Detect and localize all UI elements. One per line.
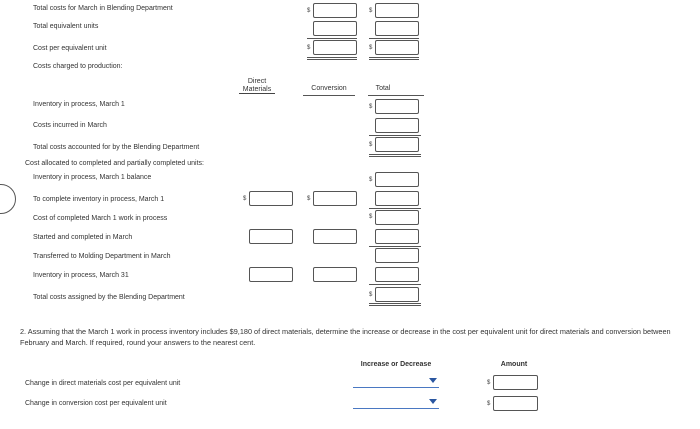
dollar-sign: $ <box>369 45 373 51</box>
dollar-sign: $ <box>307 45 311 51</box>
col-header-increase-decrease: Increase or Decrease <box>360 361 432 368</box>
label-transferred: Transferred to Molding Department in March <box>33 253 171 260</box>
side-nav-circle[interactable] <box>0 184 16 214</box>
increase-decrease-conv-select[interactable] <box>353 396 439 409</box>
header-underline <box>368 95 424 96</box>
divider <box>369 135 421 136</box>
label-costs-incurred: Costs incurred in March <box>33 122 107 129</box>
to-complete-dm-input[interactable] <box>249 191 293 206</box>
inventory-march1-total-input[interactable] <box>375 99 419 114</box>
dollar-sign: $ <box>307 196 311 202</box>
label-inventory-march1: Inventory in process, March 1 <box>33 101 125 108</box>
double-underline <box>369 303 421 306</box>
label-inventory-march31: Inventory in process, March 31 <box>33 272 129 279</box>
divider <box>369 38 419 39</box>
costs-incurred-total-input[interactable] <box>375 118 419 133</box>
dollar-sign: $ <box>487 380 491 386</box>
divider <box>369 284 421 285</box>
to-complete-conv-input[interactable] <box>313 191 357 206</box>
label-inventory-balance: Inventory in process, March 1 balance <box>33 174 152 181</box>
dollar-sign: $ <box>243 196 247 202</box>
label-change-conversion: Change in conversion cost per equivalent unit <box>25 400 167 407</box>
double-underline <box>369 154 421 157</box>
label-cost-allocated: Cost allocated to completed and partially completed units: <box>25 160 204 167</box>
divider <box>369 208 421 209</box>
label-cost-completed: Cost of completed March 1 work in process <box>33 215 168 222</box>
equiv-units-dm-input[interactable] <box>313 21 357 36</box>
divider <box>307 38 357 39</box>
col-header-amount: Amount <box>500 361 528 368</box>
label-total-equivalent-units: Total equivalent units <box>33 23 99 30</box>
dollar-sign: $ <box>369 177 373 183</box>
header-underline <box>303 95 355 96</box>
inventory-balance-total-input[interactable] <box>375 172 419 187</box>
increase-decrease-dm-select[interactable] <box>353 375 439 388</box>
col-header-total: Total <box>375 85 391 92</box>
inventory-march31-dm-input[interactable] <box>249 267 293 282</box>
equiv-units-conv-input[interactable] <box>375 21 419 36</box>
to-complete-total-input[interactable] <box>375 191 419 206</box>
total-costs-dm-input[interactable] <box>313 3 357 18</box>
started-completed-conv-input[interactable] <box>313 229 357 244</box>
label-total-costs-march: Total costs for March in Blending Department <box>33 5 173 12</box>
col-header-direct-materials: Direct Materials <box>239 78 275 94</box>
chevron-down-icon <box>429 378 437 383</box>
double-underline <box>369 57 419 60</box>
label-total-assigned: Total costs assigned by the Blending Department <box>33 294 185 301</box>
total-costs-conv-input[interactable] <box>375 3 419 18</box>
cost-per-eu-conv-input[interactable] <box>375 40 419 55</box>
col-header-conversion: Conversion <box>311 85 347 92</box>
dollar-sign: $ <box>369 104 373 110</box>
inventory-march31-total-input[interactable] <box>375 267 419 282</box>
dollar-sign: $ <box>307 8 311 14</box>
amount-conv-input[interactable] <box>493 396 538 411</box>
dollar-sign: $ <box>369 214 373 220</box>
label-cost-per-equivalent-unit: Cost per equivalent unit <box>33 45 107 52</box>
dollar-sign: $ <box>487 401 491 407</box>
inventory-march31-conv-input[interactable] <box>313 267 357 282</box>
dollar-sign: $ <box>369 8 373 14</box>
label-costs-charged: Costs charged to production: <box>33 63 123 70</box>
chevron-down-icon <box>429 399 437 404</box>
started-completed-total-input[interactable] <box>375 229 419 244</box>
cost-per-eu-dm-input[interactable] <box>313 40 357 55</box>
total-assigned-input[interactable] <box>375 287 419 302</box>
cost-completed-total-input[interactable] <box>375 210 419 225</box>
label-change-dm: Change in direct materials cost per equivalent unit <box>25 380 181 387</box>
label-started-completed: Started and completed in March <box>33 234 133 241</box>
divider <box>369 246 421 247</box>
question-2-text: 2. Assuming that the March 1 work in process inventory includes $9,180 of direct materials, determine the increase or decrease in the cost per equivalent unit for direct materials and conversion between February and March. If required, round your answers to the nearest cent. <box>20 327 671 347</box>
dollar-sign: $ <box>369 142 373 148</box>
label-total-costs-accounted: Total costs accounted for by the Blending Department <box>33 144 200 151</box>
double-underline <box>307 57 357 60</box>
dollar-sign: $ <box>369 292 373 298</box>
label-to-complete: To complete inventory in process, March 1 <box>33 196 165 203</box>
total-costs-accounted-input[interactable] <box>375 137 419 152</box>
amount-dm-input[interactable] <box>493 375 538 390</box>
started-completed-dm-input[interactable] <box>249 229 293 244</box>
transferred-total-input[interactable] <box>375 248 419 263</box>
